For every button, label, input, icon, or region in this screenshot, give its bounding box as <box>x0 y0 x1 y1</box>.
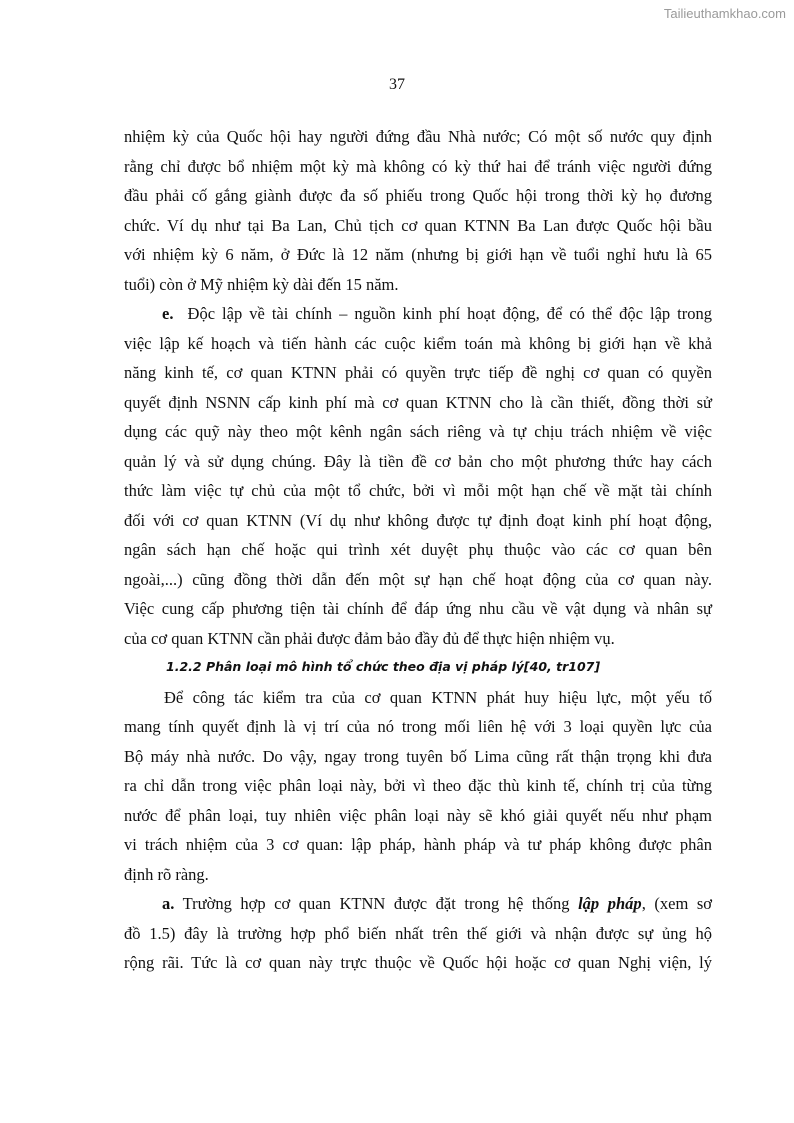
text-line <box>124 599 712 629</box>
watermark: Tailieuthamkhao.com <box>663 6 786 21</box>
line-text: đối với cơ quan KTNN (Ví dụ như không được tự định đoạt kinh phí hoạt động, <box>124 510 712 530</box>
text-line <box>124 835 712 865</box>
line-text: ra chỉ dẫn trong việc phân loại này, bởi vì theo đặc thù kinh tế, chính trị của từng <box>124 776 712 795</box>
line-text: Trường hợp cơ quan KTNN được đặt trong hệ thống <box>182 894 570 913</box>
text-line <box>124 363 712 393</box>
line-text: thức làm việc tự chủ của một tổ chức, bởi vì mỗi một hạn chế về mặt tài chính <box>124 481 712 500</box>
text-line <box>124 511 712 541</box>
line-text: Bộ máy nhà nước. Do vậy, ngay trong tuyên bố Lima cũng rất thận trọng khi đưa <box>124 746 712 766</box>
text-line <box>124 216 712 246</box>
line-text: Việc cung cấp phương tiện tài chính để đáp ứng nhu cầu về vật dụng và nhân sự <box>124 599 712 618</box>
paragraph-financial-independence <box>124 304 712 658</box>
section-heading: 1.2.2 Phân loại mô hình tổ chức theo địa vị pháp lý[40, tr107] <box>166 659 601 674</box>
line-text: Độc lập về tài chính – nguồn kinh phí hoạt động, để có thể độc lập trong <box>187 304 713 323</box>
text-line <box>124 747 712 777</box>
text-line <box>124 924 712 954</box>
text-line <box>124 304 712 334</box>
text-line <box>124 275 712 305</box>
line-text: việc lập kế hoạch và tiến hành các cuộc kiểm toán mà không bị giới hạn về khả <box>124 333 712 353</box>
text-line <box>124 540 712 570</box>
line-text: , (xem sơ <box>641 894 713 913</box>
document-body <box>124 127 712 983</box>
page-number: 37 <box>389 76 405 93</box>
line-text: ngân sách hạn chế hoặc qui trình xét duyệt phụ thuộc vào các cơ quan bên <box>124 540 712 559</box>
text-line <box>124 776 712 806</box>
line-text: Để công tác kiểm tra của cơ quan KTNN phát huy hiệu lực, một yếu tố <box>164 687 712 707</box>
list-marker: e. <box>162 304 174 323</box>
line-text: dụng các quỹ này theo một kênh ngân sách riêng và tự chịu trách nhiệm về việc <box>124 422 712 441</box>
paragraph-legal-status <box>124 688 712 895</box>
text-line <box>124 186 712 216</box>
text-line <box>124 688 712 718</box>
text-line <box>124 806 712 836</box>
text-line <box>124 865 712 895</box>
line-text: đồ 1.5) đây là trường hợp phổ biến nhất trên thế giới và nhận được sự ủng hộ <box>124 923 712 943</box>
line-text: với nhiệm kỳ 6 năm, ở Đức là 12 năm (nhưng bị giới hạn về tuổi nghỉ hưu là 65 <box>124 245 712 264</box>
text-line <box>124 717 712 747</box>
paragraph-term-of-office <box>124 127 712 304</box>
text-line <box>124 245 712 275</box>
line-text: rộng rãi. Tức là cơ quan này trực thuộc về Quốc hội hoặc cơ quan Nghị viện, lý <box>124 953 712 972</box>
line-text: quyết định NSNN cấp kinh phí mà cơ quan KTNN cho là cần thiết, đồng thời sử <box>124 392 712 412</box>
emphasis-text: lập pháp <box>578 894 642 913</box>
text-line <box>124 422 712 452</box>
line-text: năng kinh tế, cơ quan KTNN phải có quyền trực tiếp đề nghị cơ quan có quyền <box>124 363 712 382</box>
line-text: đầu phải cố gắng giành được đa số phiếu trong Quốc hội trong thời kỳ họ đương <box>124 186 712 205</box>
line-text: vi trách nhiệm của 3 cơ quan: lập pháp, hành pháp và tư pháp không được phân <box>124 835 712 854</box>
line-text: của cơ quan KTNN cần phải được đảm bảo đầy đủ để thực hiện nhiệm vụ. <box>124 628 615 648</box>
text-line <box>124 127 712 157</box>
paragraph-legislative-case <box>124 894 712 983</box>
text-line <box>124 393 712 423</box>
line-text: nước để phân loại, tuy nhiên việc phân loại này sẽ khó giải quyết nếu như phạm <box>124 805 712 825</box>
list-marker: a. <box>162 894 175 913</box>
line-text: mang tính quyết định là vị trí của nó trong mối liên hệ với 3 loại quyền lực của <box>124 717 712 736</box>
text-line <box>124 953 712 983</box>
text-line <box>124 157 712 187</box>
text-line <box>124 334 712 364</box>
text-line <box>124 452 712 482</box>
text-line <box>124 894 712 924</box>
line-text: ngoài,...) cũng đồng thời dẫn đến một sự hạn chế hoạt động của cơ quan này. <box>124 569 712 589</box>
line-text: chức. Ví dụ như tại Ba Lan, Chủ tịch cơ quan KTNN Ba Lan được Quốc hội bầu <box>124 215 712 235</box>
line-text: nhiệm kỳ của Quốc hội hay người đứng đầu Nhà nước; Có một số nước quy định <box>124 127 712 146</box>
text-line <box>124 570 712 600</box>
line-text: định rõ ràng. <box>124 864 209 884</box>
text-line <box>124 481 712 511</box>
line-text: rằng chỉ được bổ nhiệm một kỳ mà không có kỳ thứ hai để tránh việc người đứng <box>124 156 712 176</box>
line-text: tuổi) còn ở Mỹ nhiệm kỳ dài đến 15 năm. <box>124 274 399 294</box>
line-text: quản lý và sử dụng chúng. Đây là tiền đề cơ bản cho một phương thức hay cách <box>124 451 712 471</box>
